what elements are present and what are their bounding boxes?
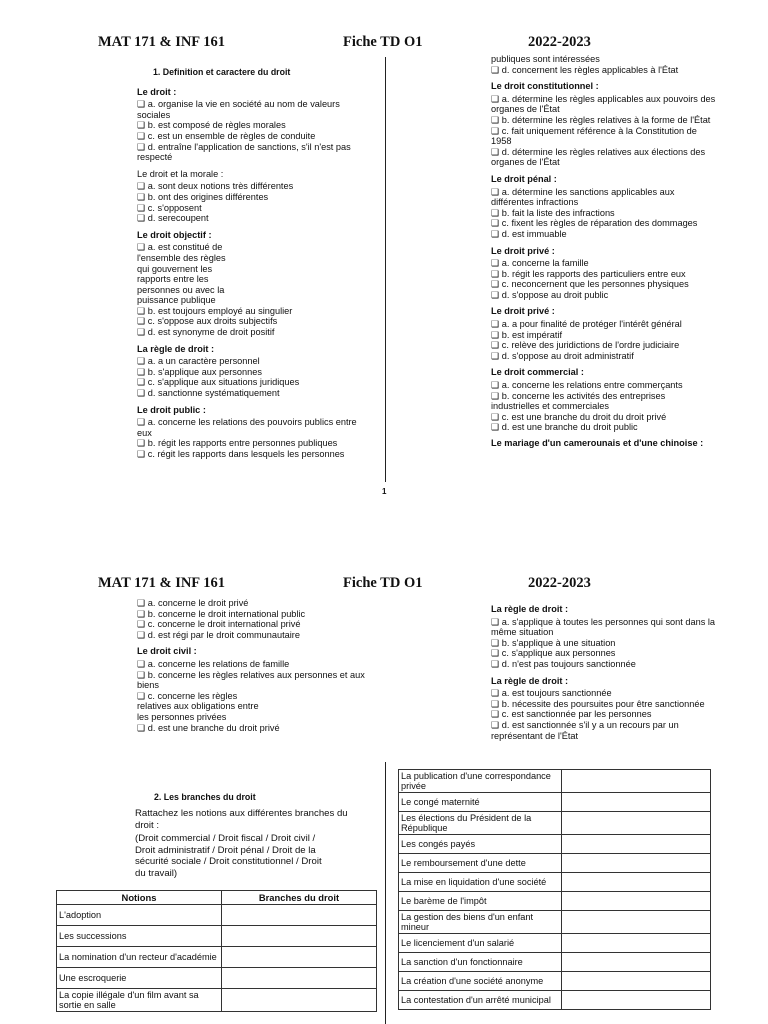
notion-cell: Le congé maternité bbox=[399, 793, 562, 812]
course-code: MAT 171 & INF 161 bbox=[98, 34, 226, 50]
answer-option[interactable]: publiques sont intéressées bbox=[491, 54, 600, 64]
table-row bbox=[399, 835, 711, 854]
answer-option[interactable]: ❑ c. neconcernent que les personnes physiques bbox=[491, 279, 689, 290]
question-title: La règle de droit : bbox=[491, 604, 569, 614]
branch-answer-cell[interactable] bbox=[562, 873, 711, 892]
question-block bbox=[137, 646, 367, 733]
notions-header: Notions bbox=[57, 891, 222, 905]
answer-option[interactable]: ❑ a. concerne les relations entre commerçants bbox=[491, 380, 683, 391]
question-block bbox=[491, 604, 716, 670]
branch-answer-cell[interactable] bbox=[222, 926, 377, 947]
answer-option[interactable]: ❑ b. concerne les activités des entreprises industrielles et commerciales bbox=[491, 390, 666, 412]
question-title: Le droit civil : bbox=[137, 646, 197, 657]
notion-cell: La sanction d'un fonctionnaire bbox=[399, 953, 562, 972]
right-column bbox=[491, 54, 716, 451]
branch-answer-cell[interactable] bbox=[222, 989, 377, 1012]
branch-answer-cell[interactable] bbox=[562, 812, 711, 835]
answer-option[interactable]: ❑ c. s'oppose aux droits subjectifs bbox=[137, 316, 278, 327]
question-title: La règle de droit : bbox=[491, 675, 569, 686]
answer-option[interactable]: ❑ a. concerne le droit privé bbox=[137, 598, 249, 608]
table-row bbox=[399, 892, 711, 911]
branch-answer-cell[interactable] bbox=[562, 854, 711, 873]
question-block bbox=[491, 676, 716, 742]
course-code: MAT 171 & INF 161 bbox=[98, 575, 226, 591]
table-row bbox=[399, 812, 711, 835]
notion-cell: La contestation d'un arrêté municipal bbox=[399, 991, 562, 1010]
answer-option[interactable]: ❑ c. est une branche du droit du droit privé bbox=[491, 411, 667, 422]
notion-cell: Le barème de l'impôt bbox=[399, 892, 562, 911]
notion-cell: L'adoption bbox=[57, 905, 222, 926]
table-row bbox=[57, 989, 377, 1012]
branch-answer-cell[interactable] bbox=[222, 968, 377, 989]
question-title: Le droit public : bbox=[137, 404, 206, 415]
answer-option[interactable]: ❑ d. est synonyme de droit positif bbox=[137, 327, 275, 338]
answer-option[interactable]: ❑ a. a un caractère personnel bbox=[137, 356, 260, 367]
question-title: Le droit privé : bbox=[491, 245, 555, 256]
question-title: Le droit commercial : bbox=[491, 367, 584, 378]
sheet-title: Fiche TD O1 bbox=[343, 575, 423, 591]
question-block bbox=[491, 174, 716, 240]
question-title: Le droit privé : bbox=[491, 306, 555, 317]
notion-cell: La publication d'une correspondance privée bbox=[399, 770, 562, 793]
answer-option[interactable]: ❑ b. détermine les règles relatives à la forme de l'État bbox=[491, 114, 711, 125]
notion-cell: Les élections du Président de la République bbox=[399, 812, 562, 835]
table-row bbox=[399, 873, 711, 892]
left-column bbox=[137, 598, 367, 733]
answer-option[interactable]: ❑ a. concerne la famille bbox=[491, 258, 589, 269]
section2-instructions: Rattachez les notions aux différentes branches du droit : bbox=[135, 808, 348, 831]
section1-title: 1. Definition et caractere du droit bbox=[153, 67, 291, 77]
answer-option[interactable]: ❑ a. concerne les relations des pouvoirs publics entre eux bbox=[137, 417, 357, 438]
answer-option[interactable]: ❑ a. est toujours sanctionnée bbox=[491, 688, 612, 699]
answer-option[interactable]: ❑ c. est un ensemble de règles de conduite bbox=[137, 130, 316, 141]
notion-cell: Le licenciement d'un salarié bbox=[399, 934, 562, 953]
column-divider bbox=[385, 762, 386, 1024]
answer-option[interactable]: ❑ b. s'applique aux personnes bbox=[137, 366, 262, 377]
branch-answer-cell[interactable] bbox=[562, 892, 711, 911]
question-title: Le droit pénal : bbox=[491, 173, 557, 184]
answer-option[interactable]: ❑ a. a pour finalité de protéger l'intérêt général bbox=[491, 319, 682, 330]
question-block bbox=[491, 81, 716, 168]
page-2 bbox=[0, 512, 768, 1024]
question-list bbox=[491, 604, 716, 741]
branch-answer-cell[interactable] bbox=[562, 991, 711, 1010]
continued-options bbox=[491, 54, 716, 75]
question-block bbox=[137, 405, 367, 460]
notion-cell: Une escroquerie bbox=[57, 968, 222, 989]
answer-option[interactable]: ❑ c. régit les rapports dans lesquels les personnes bbox=[137, 449, 345, 459]
answer-option[interactable]: ❑ c. relève des juridictions de l'ordre judiciaire bbox=[491, 340, 680, 351]
branch-answer-cell[interactable] bbox=[562, 953, 711, 972]
answer-option[interactable]: ❑ b. ont des origines différentes bbox=[137, 191, 269, 202]
notions-table-right bbox=[398, 769, 711, 1010]
answer-option[interactable]: ❑ c. est sanctionnée par les personnes bbox=[491, 709, 652, 720]
notion-cell: La création d'une société anonyme bbox=[399, 972, 562, 991]
question-block bbox=[137, 169, 367, 224]
table-row bbox=[399, 854, 711, 873]
answer-option[interactable]: ❑ d. entraîne l'application de sanctions, s'il n'est pas respecté bbox=[137, 141, 351, 163]
answer-option[interactable]: ❑ d. sanctionne systématiquement bbox=[137, 388, 280, 399]
answer-option[interactable]: ❑ d. détermine les règles relatives aux élections des organes de l'État bbox=[491, 146, 706, 168]
answer-option[interactable]: ❑ c. s'opposent bbox=[137, 202, 202, 213]
left-column bbox=[137, 67, 367, 460]
table-row bbox=[399, 991, 711, 1010]
question-title: Le droit constitutionnel : bbox=[491, 81, 599, 92]
table-row bbox=[399, 911, 711, 934]
table-row bbox=[57, 926, 377, 947]
notion-cell: La copie illégale d'un film avant sa sortie en salle bbox=[57, 989, 222, 1012]
branch-answer-cell[interactable] bbox=[562, 770, 711, 793]
answer-option[interactable]: ❑ b. nécessite des poursuites pour être sanctionnée bbox=[491, 698, 705, 709]
answer-option[interactable]: ❑ b. est impératif bbox=[491, 329, 563, 340]
question-block bbox=[491, 246, 716, 301]
question-block bbox=[137, 344, 367, 399]
answer-option[interactable]: ❑ a. s'applique à toutes les personnes qui sont dans la même situation bbox=[491, 616, 715, 638]
answer-option[interactable]: ❑ c. fixent les règles de réparation des dommages bbox=[491, 218, 698, 229]
answer-option[interactable]: ❑ a. organise la vie en société au nom de valeurs sociales bbox=[137, 99, 340, 120]
branch-answer-cell[interactable] bbox=[562, 972, 711, 991]
answer-option[interactable]: ❑ c. s'applique aux personnes bbox=[491, 648, 616, 659]
answer-option[interactable]: ❑ d. est immuable bbox=[491, 228, 567, 239]
table-row bbox=[399, 934, 711, 953]
table-row bbox=[399, 972, 711, 991]
table-row bbox=[399, 793, 711, 812]
answer-option[interactable]: ❑ a. détermine les règles applicables aux pouvoirs des organes de l'État bbox=[491, 93, 716, 115]
marriage-question: Le mariage d'un camerounais et d'une chinoise : bbox=[491, 438, 704, 448]
question-list bbox=[137, 646, 367, 733]
page-number: 1 bbox=[382, 487, 387, 496]
column-divider bbox=[385, 57, 386, 482]
branch-answer-cell[interactable] bbox=[222, 905, 377, 926]
table-row bbox=[57, 905, 377, 926]
question-block bbox=[491, 367, 716, 433]
question-list bbox=[137, 87, 367, 460]
branch-answer-cell[interactable] bbox=[562, 835, 711, 854]
answer-option[interactable]: ❑ b. est composé de règles morales bbox=[137, 120, 286, 131]
answer-option[interactable]: ❑ a. détermine les sanctions applicables aux différentes infractions bbox=[491, 186, 675, 208]
continued-options bbox=[137, 598, 367, 640]
notion-cell: La gestion des biens d'un enfant mineur bbox=[399, 911, 562, 934]
answer-option[interactable]: ❑ b. fait la liste des infractions bbox=[491, 207, 615, 218]
branches-list: (Droit commercial / Droit fiscal / Droit civil / Droit administratif / Droit pénal / Droit de la sécurité sociale / Droit constitutionnel / Droit du travail) bbox=[135, 833, 322, 879]
answer-option[interactable]: ❑ b. est toujours employé au singulier bbox=[137, 305, 293, 316]
table-row bbox=[57, 968, 377, 989]
answer-option[interactable]: ❑ c. s'applique aux situations juridiques bbox=[137, 377, 300, 388]
answer-option[interactable]: ❑ c. concerne les règles relatives aux obligations entre les personnes privées bbox=[137, 690, 259, 722]
question-block bbox=[491, 306, 716, 361]
answer-option[interactable]: ❑ b. régit les rapports des particuliers entre eux bbox=[491, 268, 686, 279]
answer-option[interactable]: ❑ c. fait uniquement référence à la Constitution de 1958 bbox=[491, 125, 697, 147]
question-list bbox=[491, 81, 716, 433]
table-row bbox=[57, 947, 377, 968]
question-title: Le droit objectif : bbox=[137, 229, 212, 240]
answer-option[interactable]: ❑ b. s'applique à une situation bbox=[491, 637, 616, 648]
answer-option[interactable]: ❑ b. concerne les règles relatives aux personnes et aux biens bbox=[137, 669, 365, 691]
answer-option[interactable]: ❑ d. est sanctionnée s'il y a un recours par un représentant de l'État bbox=[491, 719, 679, 741]
notion-cell: Les congés payés bbox=[399, 835, 562, 854]
question-title: Le droit : bbox=[137, 86, 177, 97]
notion-cell: Le remboursement d'une dette bbox=[399, 854, 562, 873]
table-row bbox=[399, 770, 711, 793]
notion-cell: La mise en liquidation d'une société bbox=[399, 873, 562, 892]
answer-option[interactable]: ❑ a. sont deux notions très différentes bbox=[137, 181, 294, 192]
question-block bbox=[137, 87, 367, 163]
question-title: Le droit et la morale : bbox=[137, 168, 224, 179]
branch-answer-cell[interactable] bbox=[562, 793, 711, 812]
answer-option[interactable]: ❑ b. concerne le droit international public bbox=[137, 608, 306, 619]
branch-answer-cell[interactable] bbox=[562, 934, 711, 953]
answer-option[interactable]: ❑ b. régit les rapports entre personnes publiques bbox=[137, 438, 338, 449]
notion-cell: Les successions bbox=[57, 926, 222, 947]
answer-option[interactable]: ❑ d. n'est pas toujours sanctionnée bbox=[491, 658, 636, 669]
section2-title: 2. Les branches du droit bbox=[154, 792, 256, 802]
answer-option[interactable]: ❑ c. concerne le droit international privé bbox=[137, 619, 301, 630]
question-title: La règle de droit : bbox=[137, 343, 215, 354]
branches-header: Branches du droit bbox=[222, 891, 377, 905]
academic-year: 2022-2023 bbox=[528, 575, 591, 591]
answer-option[interactable]: ❑ d. s'oppose au droit administratif bbox=[491, 350, 634, 361]
academic-year: 2022-2023 bbox=[528, 34, 591, 50]
answer-option[interactable]: ❑ d. est une branche du droit public bbox=[491, 422, 638, 433]
question-block bbox=[137, 230, 367, 338]
answer-option[interactable]: ❑ d. est régi par le droit communautaire bbox=[137, 629, 300, 640]
notion-cell: La nomination d'un recteur d'académie bbox=[57, 947, 222, 968]
answer-option[interactable]: ❑ d. s'oppose au droit public bbox=[491, 289, 609, 300]
right-column bbox=[491, 598, 716, 741]
answer-option[interactable]: ❑ d. serecoupent bbox=[137, 213, 209, 224]
answer-option[interactable]: ❑ a. est constitué de l'ensemble des règles qui gouvernent les rapports entre les personnes ou avec la puissance publique bbox=[137, 242, 226, 306]
branch-answer-cell[interactable] bbox=[562, 911, 711, 934]
answer-option[interactable]: ❑ a. concerne les relations de famille bbox=[137, 658, 290, 669]
notions-table-left bbox=[56, 890, 377, 1012]
table-row bbox=[399, 953, 711, 972]
sheet-title: Fiche TD O1 bbox=[343, 34, 423, 50]
answer-option[interactable]: ❑ d. concernent les règles applicables à l'État bbox=[491, 64, 679, 75]
branch-answer-cell[interactable] bbox=[222, 947, 377, 968]
answer-option[interactable]: ❑ d. est une branche du droit privé bbox=[137, 722, 280, 733]
